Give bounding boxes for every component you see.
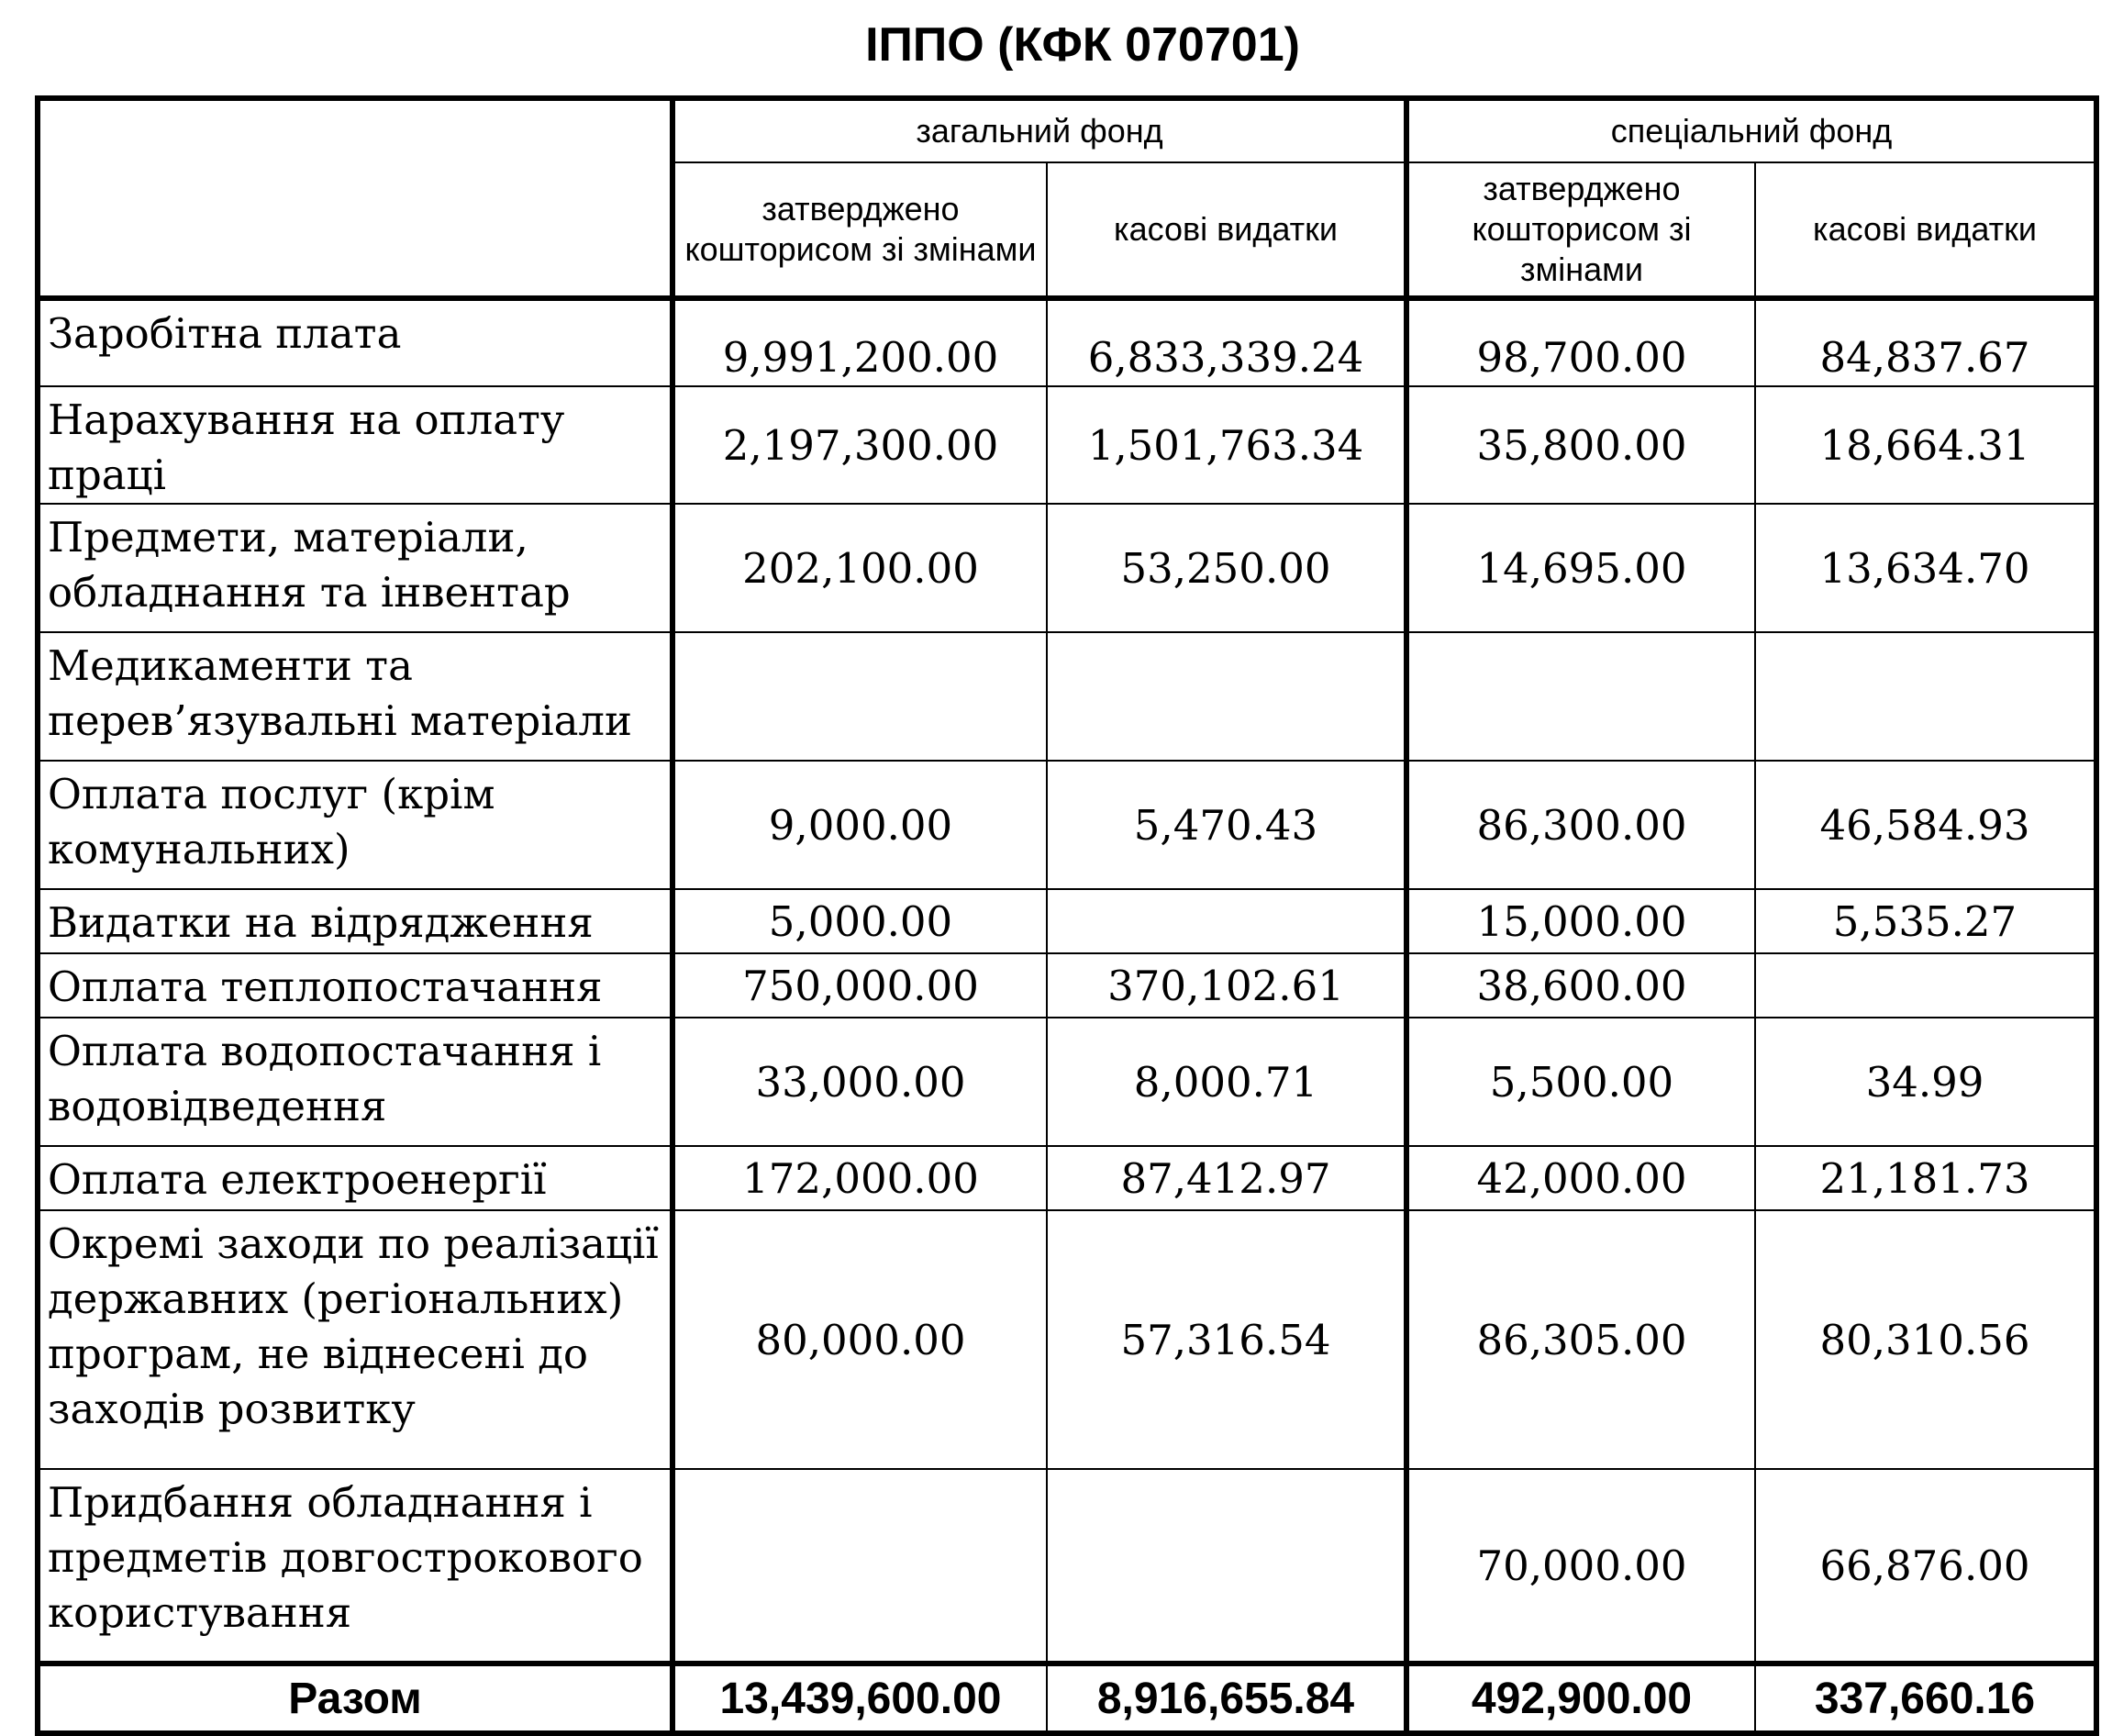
cell-general-approved: 172,000.00 bbox=[672, 1146, 1047, 1210]
cell-general-approved: 80,000.00 bbox=[672, 1210, 1047, 1469]
table-row bbox=[38, 1146, 2096, 1210]
cell-special-approved: 42,000.00 bbox=[1406, 1146, 1755, 1210]
row-label: Медикаменти та перев’язувальні матеріали bbox=[38, 632, 672, 761]
cell-special-cash bbox=[1755, 953, 2096, 1018]
cell-general-cash bbox=[1047, 889, 1406, 953]
cell-general-cash bbox=[1047, 632, 1406, 761]
header-blank bbox=[38, 98, 672, 298]
header-general-approved: затверджено кошторисом зі змінами bbox=[672, 162, 1047, 298]
row-label: Оплата водопостачання і водовідведення bbox=[38, 1018, 672, 1146]
header-general-cash: касові видатки bbox=[1047, 162, 1406, 298]
cell-special-approved: 35,800.00 bbox=[1406, 386, 1755, 504]
cell-special-cash: 46,584.93 bbox=[1755, 761, 2096, 889]
cell-general-cash: 57,316.54 bbox=[1047, 1210, 1406, 1469]
total-general-approved: 13,439,600.00 bbox=[672, 1664, 1047, 1733]
cell-special-cash: 5,535.27 bbox=[1755, 889, 2096, 953]
cell-special-approved: 5,500.00 bbox=[1406, 1018, 1755, 1146]
table-row bbox=[38, 1210, 2096, 1469]
page-title: ІППО (КФК 070701) bbox=[865, 18, 1300, 72]
table-row bbox=[38, 1018, 2096, 1146]
cell-general-approved: 5,000.00 bbox=[672, 889, 1047, 953]
row-label: Оплата послуг (крім комунальних) bbox=[38, 761, 672, 889]
cell-general-cash: 6,833,339.24 bbox=[1047, 298, 1406, 386]
cell-general-cash: 1,501,763.34 bbox=[1047, 386, 1406, 504]
total-label: Разом bbox=[38, 1664, 672, 1733]
header-special-cash: касові видатки bbox=[1755, 162, 2096, 298]
header-special-approved: затверджено кошторисом зі змінами bbox=[1406, 162, 1755, 298]
cell-general-approved bbox=[672, 632, 1047, 761]
cell-special-cash: 80,310.56 bbox=[1755, 1210, 2096, 1469]
cell-general-cash: 8,000.71 bbox=[1047, 1018, 1406, 1146]
cell-general-cash bbox=[1047, 1469, 1406, 1664]
cell-special-cash: 84,837.67 bbox=[1755, 298, 2096, 386]
cell-special-cash: 34.99 bbox=[1755, 1018, 2096, 1146]
cell-general-approved: 9,000.00 bbox=[672, 761, 1047, 889]
total-general-cash: 8,916,655.84 bbox=[1047, 1664, 1406, 1733]
budget-table bbox=[35, 95, 2099, 1736]
table-row bbox=[38, 761, 2096, 889]
cell-general-approved: 33,000.00 bbox=[672, 1018, 1047, 1146]
cell-general-approved: 9,991,200.00 bbox=[672, 298, 1047, 386]
row-label: Оплата теплопостачання bbox=[38, 953, 672, 1018]
row-label: Нарахування на оплату праці bbox=[38, 386, 672, 504]
cell-special-approved: 70,000.00 bbox=[1406, 1469, 1755, 1664]
row-label: Предмети, матеріали, обладнання та інвентар bbox=[38, 504, 672, 632]
row-label: Видатки на відрядження bbox=[38, 889, 672, 953]
cell-general-approved: 750,000.00 bbox=[672, 953, 1047, 1018]
cell-special-approved: 98,700.00 bbox=[1406, 298, 1755, 386]
table-row bbox=[38, 632, 2096, 761]
total-row bbox=[38, 1664, 2096, 1733]
table-row bbox=[38, 298, 2096, 386]
table-row bbox=[38, 1469, 2096, 1664]
cell-special-approved: 15,000.00 bbox=[1406, 889, 1755, 953]
total-special-cash: 337,660.16 bbox=[1755, 1664, 2096, 1733]
cell-special-approved: 38,600.00 bbox=[1406, 953, 1755, 1018]
cell-general-cash: 87,412.97 bbox=[1047, 1146, 1406, 1210]
table-row bbox=[38, 504, 2096, 632]
table-row bbox=[38, 953, 2096, 1018]
total-special-approved: 492,900.00 bbox=[1406, 1664, 1755, 1733]
row-label: Заробітна плата bbox=[38, 298, 672, 386]
table-row bbox=[38, 889, 2096, 953]
cell-special-cash: 13,634.70 bbox=[1755, 504, 2096, 632]
cell-special-approved: 86,300.00 bbox=[1406, 761, 1755, 889]
cell-general-approved: 2,197,300.00 bbox=[672, 386, 1047, 504]
cell-special-cash: 66,876.00 bbox=[1755, 1469, 2096, 1664]
cell-special-cash: 18,664.31 bbox=[1755, 386, 2096, 504]
table-row bbox=[38, 386, 2096, 504]
cell-special-approved: 86,305.00 bbox=[1406, 1210, 1755, 1469]
row-label: Придбання обладнання і предметів довгострокового користування bbox=[38, 1469, 672, 1664]
row-label: Окремі заходи по реалізації державних (регіональних) програм, не віднесені до заходів розвитку bbox=[38, 1210, 672, 1469]
cell-special-cash: 21,181.73 bbox=[1755, 1146, 2096, 1210]
cell-general-cash: 53,250.00 bbox=[1047, 504, 1406, 632]
cell-special-approved bbox=[1406, 632, 1755, 761]
cell-general-cash: 5,470.43 bbox=[1047, 761, 1406, 889]
cell-general-approved: 202,100.00 bbox=[672, 504, 1047, 632]
cell-general-approved bbox=[672, 1469, 1047, 1664]
header-special-fund: спеціальний фонд bbox=[1406, 98, 2096, 162]
cell-special-approved: 14,695.00 bbox=[1406, 504, 1755, 632]
cell-special-cash bbox=[1755, 632, 2096, 761]
row-label: Оплата електроенергії bbox=[38, 1146, 672, 1210]
cell-general-cash: 370,102.61 bbox=[1047, 953, 1406, 1018]
header-general-fund: загальний фонд bbox=[672, 98, 1406, 162]
